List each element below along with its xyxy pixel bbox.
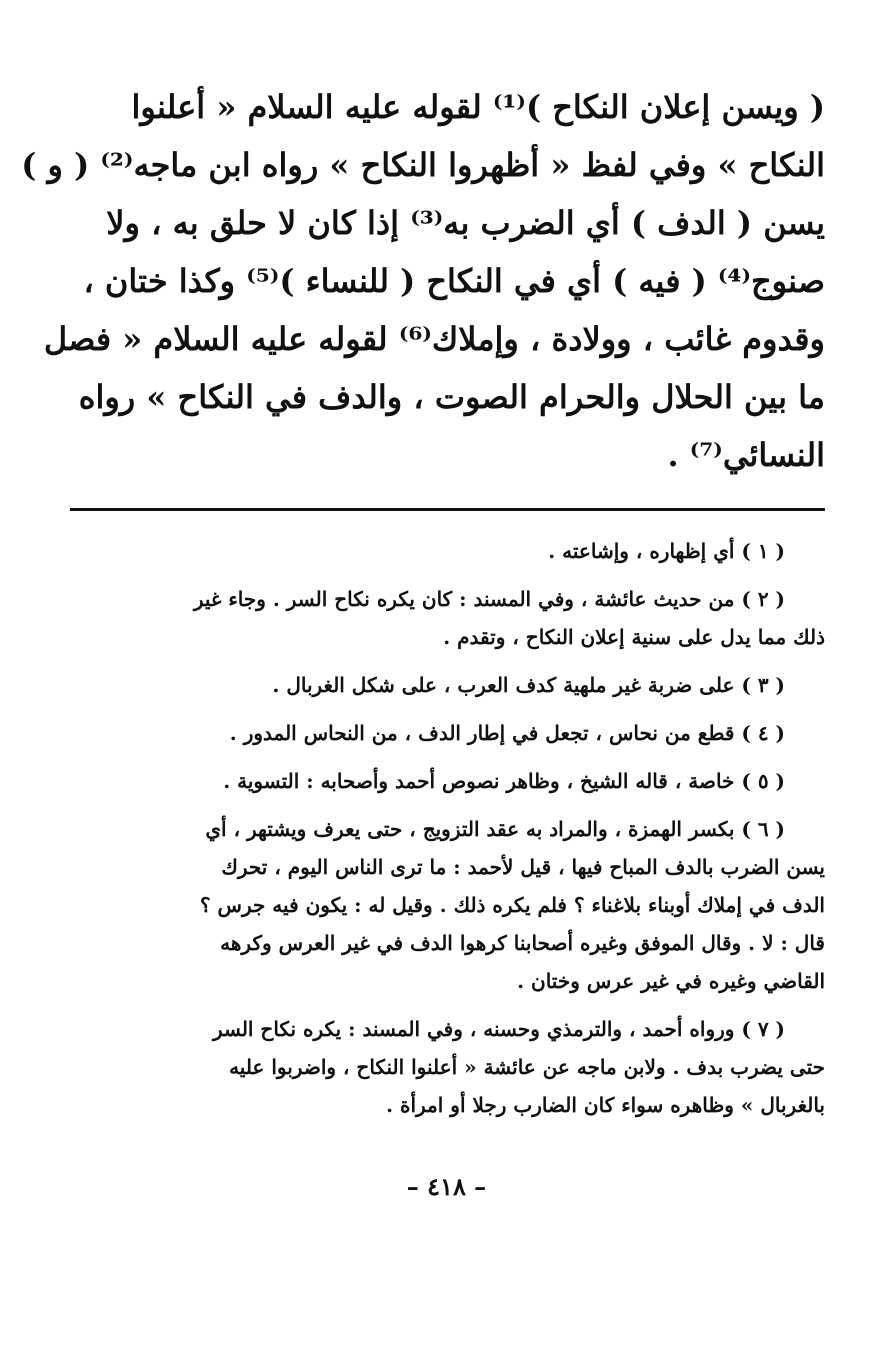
page-number: – ٤١٨ – — [406, 1172, 487, 1201]
footnote-line: القاضي وغيره في غير عرس وختان . — [517, 969, 825, 993]
footnotes — [80, 532, 825, 1124]
footnote-line: ( ٧ ) ورواه أحمد ، والترمذي وحسنه ، وفي المسند : يكره نكاح السر — [212, 1017, 785, 1041]
footnote-line: ( ٦ ) بكسر الهمزة ، والمراد به عقد التزويج ، حتى يعرف ويشتهر ، أي — [205, 817, 785, 841]
main-text-line: وقدوم غائب ، وولادة ، وإملاك⁽⁶⁾ لقوله عليه السلام « فصل — [43, 320, 825, 358]
footnote-line: ( ٣ ) على ضربة غير ملهية كدف العرب ، على شكل الغربال . — [272, 673, 785, 697]
main-text-line: ما بين الحلال والحرام الصوت ، والدف في النكاح » رواه — [78, 378, 825, 416]
footnote-line: قال : لا . وقال الموفق وغيره أصحابنا كرهوا الدف في غير العرس وكرهه — [220, 931, 825, 955]
main-text-line: صنوج⁽⁴⁾ ( فيه ) أي في النكاح ( للنساء )⁽⁵⁾ وكذا ختان ، — [83, 262, 825, 300]
main-text-line: يسن ( الدف ) أي الضرب به⁽³⁾ إذا كان لا حلق به ، ولا — [106, 204, 825, 242]
main-text-line: النسائي⁽⁷⁾ . — [667, 436, 825, 474]
footnote-line: ( ٢ ) من حديث عائشة ، وفي المسند : كان يكره نكاح السر . وجاء غير — [193, 587, 785, 611]
footnote-line: حتى يضرب بدف . ولابن ماجه عن عائشة « أعلنوا النكاح ، واضربوا عليه — [229, 1055, 825, 1079]
footnote-line: بالغربال » وظاهره سواء كان الضارب رجلا أو امرأة . — [386, 1093, 825, 1117]
footnote-line: ( ٥ ) خاصة ، قاله الشيخ ، وظاهر نصوص أحمد وأصحابه : التسوية . — [223, 769, 785, 793]
footnote-line: الدف في إملاك أوبناء بلاغناء ؟ فلم يكره ذلك . وقيل له : يكون فيه جرس ؟ — [199, 893, 825, 917]
main-text-line: النكاح » وفي لفظ « أظهروا النكاح » رواه ابن ماجه⁽²⁾ ( و ) — [21, 146, 825, 184]
footnote-line: ( ٤ ) قطع من نحاس ، تجعل في إطار الدف ، من النحاس المدور . — [229, 721, 785, 745]
main-text-line: ( ويسن إعلان النكاح )⁽¹⁾ لقوله عليه السلام « أعلنوا — [131, 88, 825, 126]
footnote-line: ( ١ ) أي إظهاره ، وإشاعته . — [548, 539, 785, 563]
footnote-line: يسن الضرب بالدف المباح فيها ، قيل لأحمد : ما ترى الناس اليوم ، تحرك — [221, 855, 825, 879]
footnote-separator — [70, 508, 825, 511]
main-text — [21, 78, 825, 484]
footnote-line: ذلك مما يدل على سنية إعلان النكاح ، وتقدم . — [443, 625, 825, 649]
